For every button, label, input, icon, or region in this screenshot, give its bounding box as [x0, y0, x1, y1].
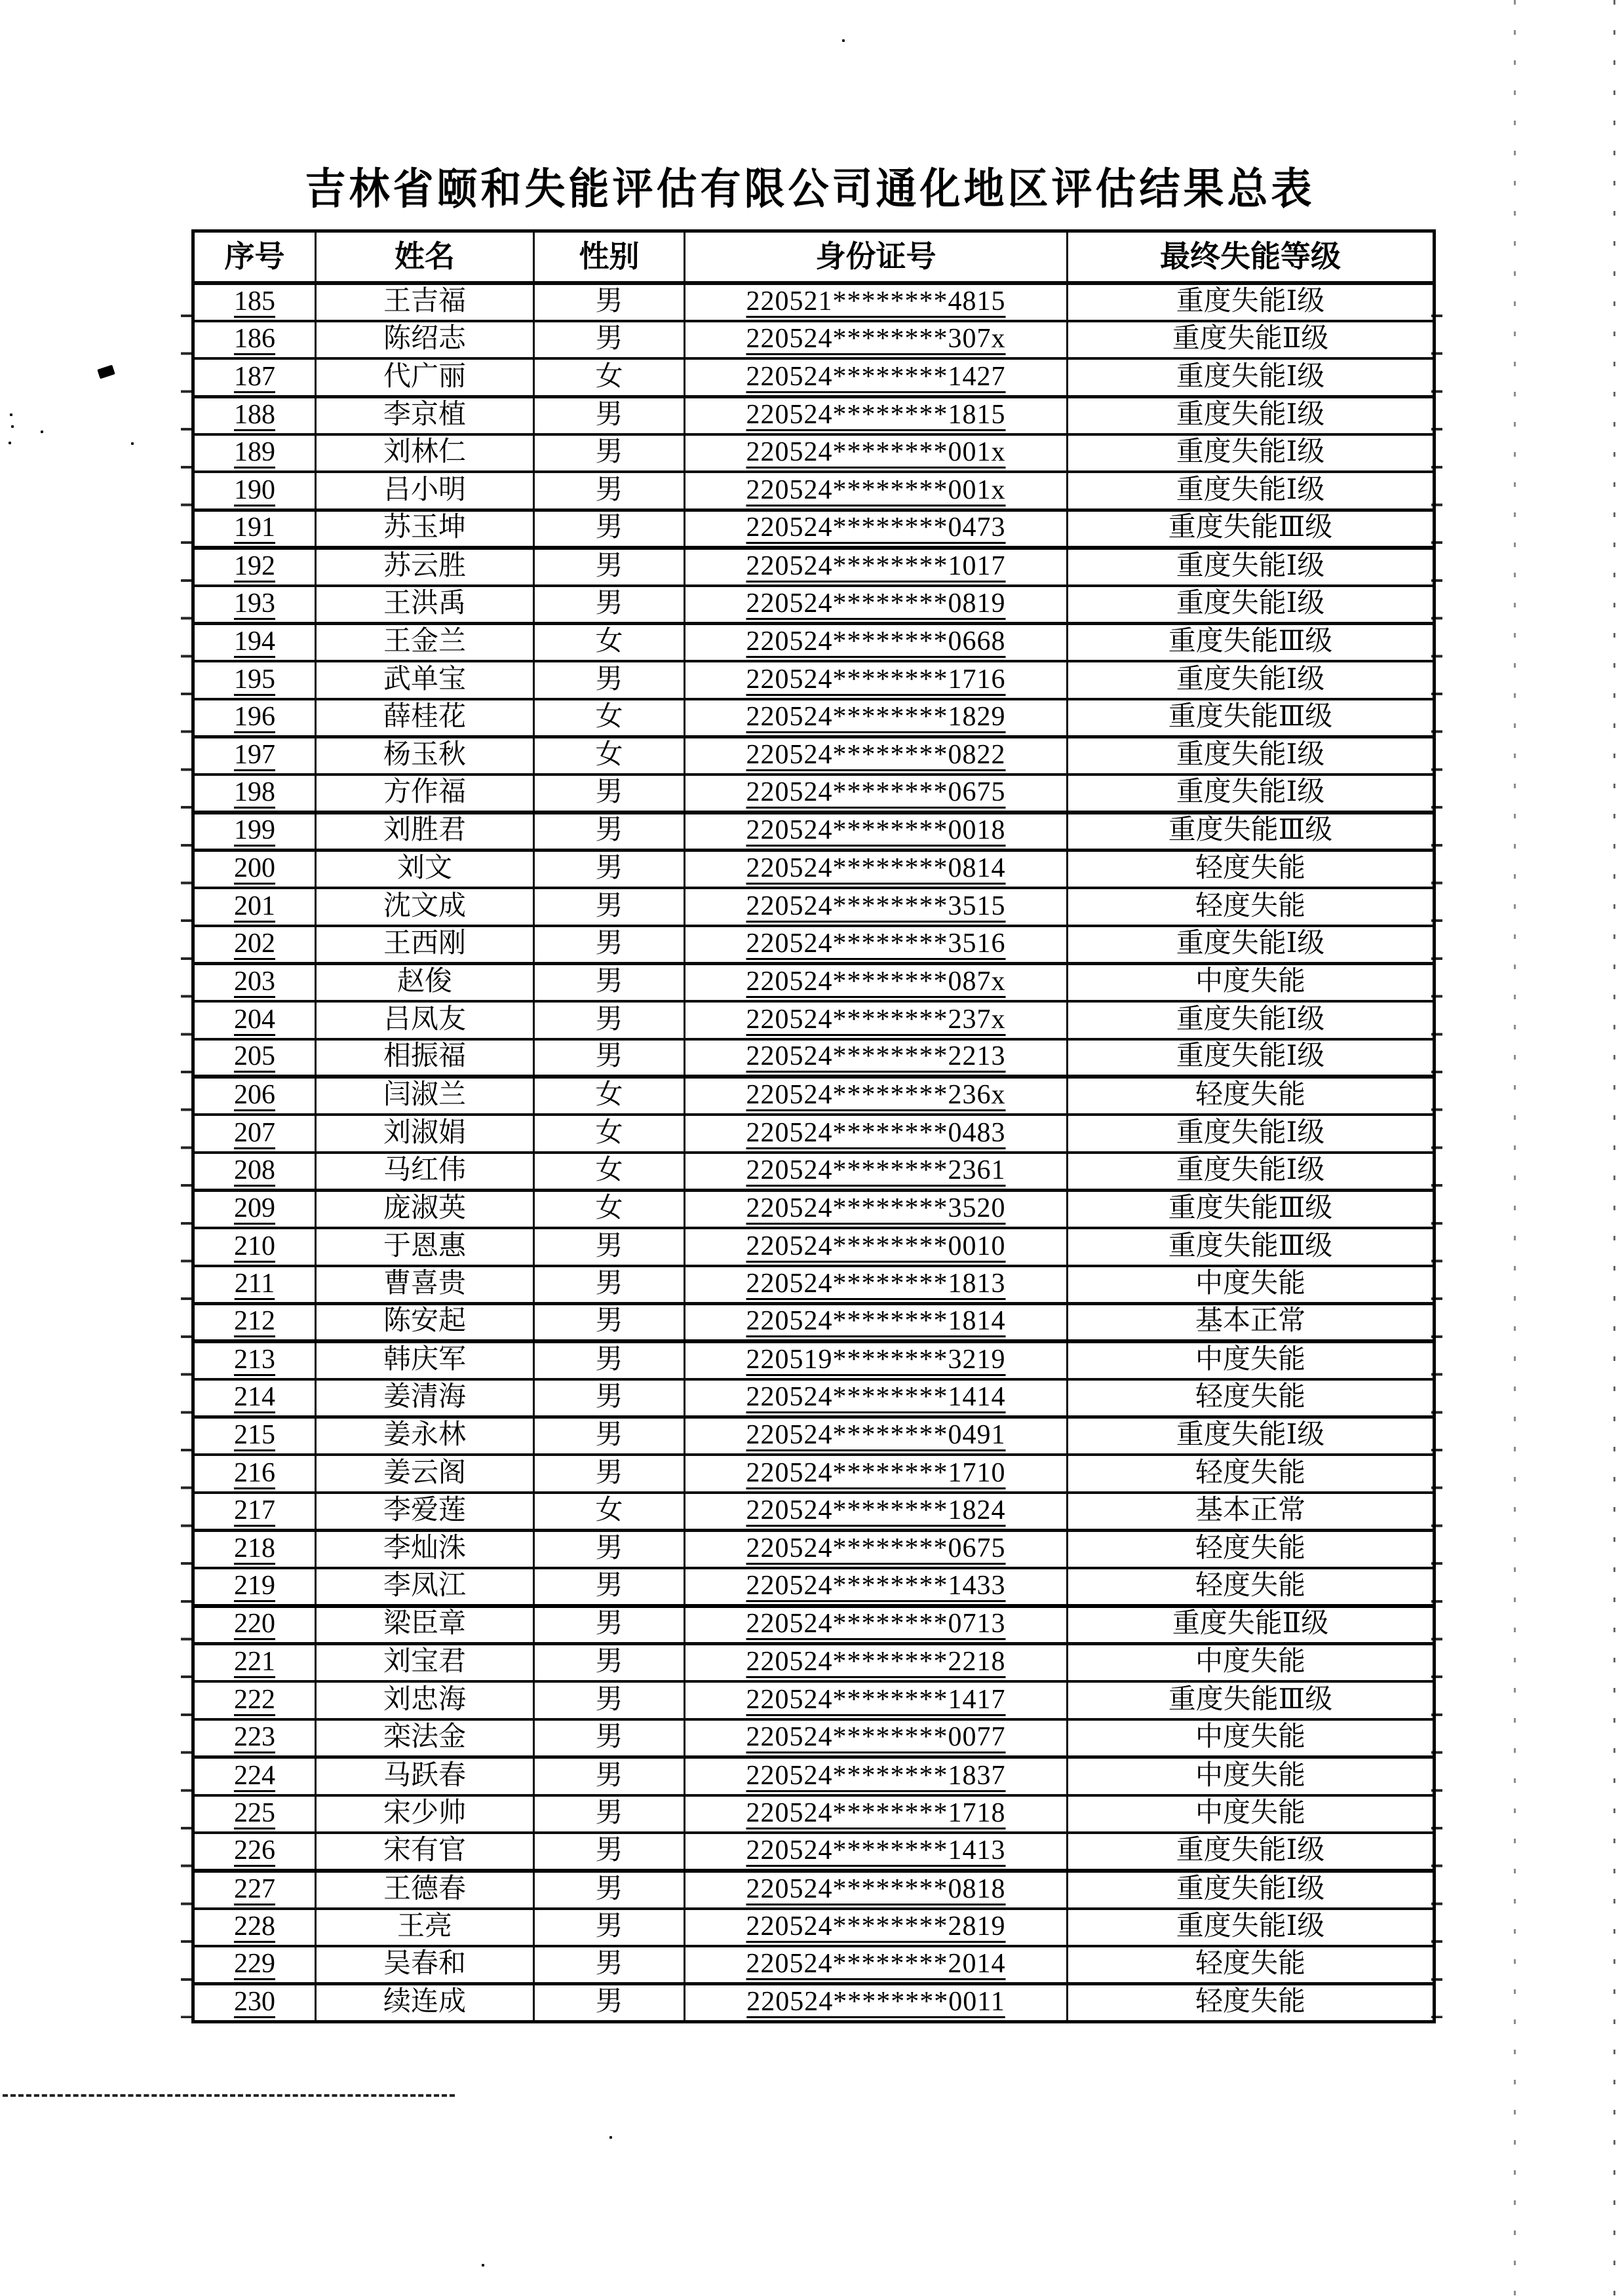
cell-serial-number: 205	[193, 1039, 316, 1077]
cell-disability-level: 重度失能Ⅱ级	[1068, 321, 1435, 359]
cell-serial-number: 214	[193, 1379, 316, 1417]
cell-serial-number: 186	[193, 321, 316, 359]
cell-serial-number: 187	[193, 358, 316, 396]
cell-disability-level: 重度失能Ⅰ级	[1068, 661, 1435, 699]
cell-gender: 男	[534, 1228, 685, 1266]
cell-gender: 女	[534, 1077, 685, 1115]
table-row	[193, 888, 1435, 926]
cell-disability-level: 重度失能Ⅲ级	[1068, 623, 1435, 661]
cell-gender: 男	[534, 775, 685, 813]
cell-id-number: 220524********1837	[685, 1757, 1068, 1795]
cell-serial-number: 189	[193, 434, 316, 472]
scan-artifact-row-ticks-left	[181, 315, 192, 2018]
table-row	[193, 321, 1435, 359]
header-id-number: 身份证号	[685, 231, 1068, 284]
cell-serial-number: 220	[193, 1606, 316, 1644]
scan-artifact-speck	[10, 413, 12, 416]
scan-artifact-row-ticks-right	[1431, 315, 1442, 2018]
cell-id-number: 220519********3219	[685, 1341, 1068, 1379]
cell-name: 王金兰	[316, 623, 534, 661]
cell-disability-level: 重度失能Ⅰ级	[1068, 737, 1435, 775]
cell-serial-number: 215	[193, 1417, 316, 1455]
cell-disability-level: 重度失能Ⅰ级	[1068, 1833, 1435, 1871]
page-title: 吉林省颐和失能评估有限公司通化地区评估结果总表	[305, 166, 1315, 214]
table-row	[193, 813, 1435, 851]
cell-disability-level: 基本正常	[1068, 1304, 1435, 1342]
table-row	[193, 1266, 1435, 1304]
table-row	[193, 1077, 1435, 1115]
cell-name: 姜永林	[316, 1417, 534, 1455]
table-row	[193, 623, 1435, 661]
cell-disability-level: 重度失能Ⅲ级	[1068, 1681, 1435, 1719]
cell-gender: 男	[534, 321, 685, 359]
cell-gender: 女	[534, 699, 685, 737]
cell-id-number: 220524********236x	[685, 1077, 1068, 1115]
cell-disability-level: 重度失能Ⅰ级	[1068, 1417, 1435, 1455]
cell-id-number: 220524********1829	[685, 699, 1068, 737]
cell-disability-level: 轻度失能	[1068, 1946, 1435, 1984]
cell-serial-number: 199	[193, 813, 316, 851]
cell-name: 杨玉秋	[316, 737, 534, 775]
table-row	[193, 1341, 1435, 1379]
scan-artifact-speck	[609, 2136, 612, 2139]
cell-gender: 男	[534, 396, 685, 434]
scan-artifact-speck	[131, 442, 134, 445]
cell-name: 于恩惠	[316, 1228, 534, 1266]
cell-id-number: 220524********2361	[685, 1153, 1068, 1191]
header-serial-number: 序号	[193, 231, 316, 284]
cell-disability-level: 轻度失能	[1068, 1077, 1435, 1115]
cell-gender: 女	[534, 358, 685, 396]
cell-id-number: 220524********1427	[685, 358, 1068, 396]
cell-gender: 男	[534, 1568, 685, 1606]
table-row	[193, 775, 1435, 813]
cell-serial-number: 225	[193, 1795, 316, 1833]
cell-serial-number: 209	[193, 1191, 316, 1229]
table-row	[193, 1531, 1435, 1569]
cell-name: 武单宝	[316, 661, 534, 699]
cell-serial-number: 221	[193, 1644, 316, 1682]
cell-gender: 男	[534, 1379, 685, 1417]
table-row	[193, 737, 1435, 775]
cell-serial-number: 226	[193, 1833, 316, 1871]
cell-disability-level: 中度失能	[1068, 1719, 1435, 1757]
cell-serial-number: 190	[193, 472, 316, 510]
cell-name: 刘淑娟	[316, 1115, 534, 1153]
cell-name: 刘林仁	[316, 434, 534, 472]
table-row	[193, 1379, 1435, 1417]
cell-name: 马跃春	[316, 1757, 534, 1795]
table-row	[193, 1228, 1435, 1266]
cell-id-number: 220524********1017	[685, 548, 1068, 586]
cell-gender: 男	[534, 850, 685, 888]
cell-name: 赵俊	[316, 963, 534, 1001]
cell-disability-level: 中度失能	[1068, 1795, 1435, 1833]
cell-disability-level: 中度失能	[1068, 963, 1435, 1001]
cell-serial-number: 194	[193, 623, 316, 661]
cell-name: 苏玉坤	[316, 510, 534, 548]
cell-id-number: 220524********3515	[685, 888, 1068, 926]
table-row	[193, 661, 1435, 699]
scan-artifact-speck	[482, 2264, 484, 2267]
cell-name: 吴春和	[316, 1946, 534, 1984]
cell-serial-number: 211	[193, 1266, 316, 1304]
cell-gender: 男	[534, 1606, 685, 1644]
table-row	[193, 1304, 1435, 1342]
cell-id-number: 220524********1433	[685, 1568, 1068, 1606]
cell-id-number: 220524********0018	[685, 813, 1068, 851]
table-row	[193, 358, 1435, 396]
table-row	[193, 283, 1435, 321]
cell-gender: 女	[534, 1493, 685, 1531]
cell-name: 王吉福	[316, 283, 534, 321]
table-row	[193, 699, 1435, 737]
cell-gender: 男	[534, 1455, 685, 1493]
cell-id-number: 220524********0819	[685, 586, 1068, 624]
cell-id-number: 220524********2819	[685, 1909, 1068, 1947]
cell-disability-level: 轻度失能	[1068, 1531, 1435, 1569]
cell-name: 姜清海	[316, 1379, 534, 1417]
cell-id-number: 220524********2213	[685, 1039, 1068, 1077]
cell-id-number: 220524********237x	[685, 1001, 1068, 1039]
table-row	[193, 1833, 1435, 1871]
cell-gender: 男	[534, 1871, 685, 1909]
table-row	[193, 1417, 1435, 1455]
cell-name: 栾法金	[316, 1719, 534, 1757]
cell-serial-number: 222	[193, 1681, 316, 1719]
table-row	[193, 1606, 1435, 1644]
cell-gender: 男	[534, 586, 685, 624]
cell-gender: 男	[534, 1909, 685, 1947]
cell-name: 宋有官	[316, 1833, 534, 1871]
cell-serial-number: 206	[193, 1077, 316, 1115]
cell-name: 王西刚	[316, 926, 534, 964]
cell-serial-number: 203	[193, 963, 316, 1001]
table-row	[193, 434, 1435, 472]
scan-artifact-speck	[41, 430, 43, 433]
cell-gender: 男	[534, 1001, 685, 1039]
cell-serial-number: 230	[193, 1984, 316, 2022]
cell-name: 庞淑英	[316, 1191, 534, 1229]
cell-disability-level: 轻度失能	[1068, 850, 1435, 888]
cell-id-number: 220524********0713	[685, 1606, 1068, 1644]
cell-disability-level: 轻度失能	[1068, 888, 1435, 926]
cell-gender: 男	[534, 1681, 685, 1719]
cell-id-number: 220524********0473	[685, 510, 1068, 548]
cell-disability-level: 中度失能	[1068, 1341, 1435, 1379]
table-row	[193, 1946, 1435, 1984]
cell-disability-level: 重度失能Ⅱ级	[1068, 1606, 1435, 1644]
table-row	[193, 548, 1435, 586]
cell-gender: 男	[534, 1644, 685, 1682]
cell-id-number: 220524********1417	[685, 1681, 1068, 1719]
cell-id-number: 220524********0668	[685, 623, 1068, 661]
cell-id-number: 220524********0077	[685, 1719, 1068, 1757]
cell-gender: 男	[534, 434, 685, 472]
cell-gender: 男	[534, 510, 685, 548]
table-row	[193, 850, 1435, 888]
scan-artifact-speck	[9, 442, 11, 444]
cell-serial-number: 223	[193, 1719, 316, 1757]
cell-name: 刘忠海	[316, 1681, 534, 1719]
cell-id-number: 220524********001x	[685, 434, 1068, 472]
cell-gender: 女	[534, 1191, 685, 1229]
cell-serial-number: 204	[193, 1001, 316, 1039]
cell-serial-number: 185	[193, 283, 316, 321]
cell-name: 李凤江	[316, 1568, 534, 1606]
cell-name: 吕凤友	[316, 1001, 534, 1039]
cell-gender: 男	[534, 888, 685, 926]
cell-name: 刘文	[316, 850, 534, 888]
cell-serial-number: 208	[193, 1153, 316, 1191]
cell-disability-level: 重度失能Ⅰ级	[1068, 548, 1435, 586]
cell-gender: 男	[534, 963, 685, 1001]
cell-id-number: 220524********0010	[685, 1228, 1068, 1266]
table-row	[193, 472, 1435, 510]
cell-serial-number: 212	[193, 1304, 316, 1342]
table-row	[193, 1681, 1435, 1719]
cell-name: 曹喜贵	[316, 1266, 534, 1304]
cell-serial-number: 224	[193, 1757, 316, 1795]
cell-disability-level: 重度失能Ⅲ级	[1068, 510, 1435, 548]
cell-gender: 男	[534, 1039, 685, 1077]
cell-name: 陈安起	[316, 1304, 534, 1342]
cell-serial-number: 217	[193, 1493, 316, 1531]
cell-gender: 女	[534, 737, 685, 775]
cell-serial-number: 218	[193, 1531, 316, 1569]
cell-id-number: 220524********3520	[685, 1191, 1068, 1229]
cell-serial-number: 200	[193, 850, 316, 888]
table-row	[193, 1001, 1435, 1039]
cell-gender: 男	[534, 1417, 685, 1455]
cell-gender: 男	[534, 1946, 685, 1984]
cell-serial-number: 229	[193, 1946, 316, 1984]
table-row	[193, 1644, 1435, 1682]
cell-id-number: 220524********307x	[685, 321, 1068, 359]
cell-name: 马红伟	[316, 1153, 534, 1191]
cell-name: 王德春	[316, 1871, 534, 1909]
cell-name: 刘胜君	[316, 813, 534, 851]
header-gender: 性别	[534, 231, 685, 284]
cell-disability-level: 重度失能Ⅰ级	[1068, 1039, 1435, 1077]
cell-name: 代广丽	[316, 358, 534, 396]
cell-id-number: 220524********0675	[685, 775, 1068, 813]
table-row	[193, 1191, 1435, 1229]
cell-serial-number: 219	[193, 1568, 316, 1606]
cell-disability-level: 重度失能Ⅰ级	[1068, 396, 1435, 434]
table-row	[193, 1455, 1435, 1493]
cell-id-number: 220524********0818	[685, 1871, 1068, 1909]
cell-disability-level: 重度失能Ⅰ级	[1068, 283, 1435, 321]
cell-id-number: 220524********1718	[685, 1795, 1068, 1833]
cell-id-number: 220524********0011	[685, 1984, 1068, 2022]
cell-serial-number: 227	[193, 1871, 316, 1909]
table-row	[193, 510, 1435, 548]
cell-gender: 女	[534, 1153, 685, 1191]
cell-serial-number: 201	[193, 888, 316, 926]
table-row	[193, 963, 1435, 1001]
cell-disability-level: 重度失能Ⅰ级	[1068, 926, 1435, 964]
cell-serial-number: 192	[193, 548, 316, 586]
cell-name: 沈文成	[316, 888, 534, 926]
table-row	[193, 1909, 1435, 1947]
cell-name: 陈绍志	[316, 321, 534, 359]
cell-id-number: 220524********087x	[685, 963, 1068, 1001]
cell-gender: 男	[534, 1341, 685, 1379]
table-row	[193, 1568, 1435, 1606]
cell-gender: 男	[534, 661, 685, 699]
cell-serial-number: 193	[193, 586, 316, 624]
cell-disability-level: 重度失能Ⅰ级	[1068, 1909, 1435, 1947]
cell-disability-level: 重度失能Ⅰ级	[1068, 1871, 1435, 1909]
cell-gender: 男	[534, 1984, 685, 2022]
scan-artifact-ink-blob	[97, 365, 115, 379]
cell-disability-level: 中度失能	[1068, 1757, 1435, 1795]
cell-name: 王洪禹	[316, 586, 534, 624]
scan-artifact-speck	[11, 425, 14, 428]
cell-id-number: 220524********1813	[685, 1266, 1068, 1304]
cell-serial-number: 207	[193, 1115, 316, 1153]
cell-name: 续连成	[316, 1984, 534, 2022]
cell-gender: 男	[534, 1757, 685, 1795]
cell-gender: 男	[534, 283, 685, 321]
cell-name: 梁臣章	[316, 1606, 534, 1644]
cell-id-number: 220524********0822	[685, 737, 1068, 775]
scan-artifact-dashed-line	[3, 2094, 455, 2097]
cell-disability-level: 重度失能Ⅰ级	[1068, 1001, 1435, 1039]
cell-disability-level: 重度失能Ⅰ级	[1068, 472, 1435, 510]
cell-disability-level: 重度失能Ⅲ级	[1068, 813, 1435, 851]
table-row	[193, 1039, 1435, 1077]
cell-name: 王亮	[316, 1909, 534, 1947]
table-row	[193, 1115, 1435, 1153]
cell-disability-level: 基本正常	[1068, 1493, 1435, 1531]
scan-artifact-edge-streak	[1613, 0, 1615, 2296]
cell-name: 宋少帅	[316, 1795, 534, 1833]
cell-disability-level: 重度失能Ⅰ级	[1068, 775, 1435, 813]
cell-serial-number: 202	[193, 926, 316, 964]
cell-disability-level: 重度失能Ⅲ级	[1068, 1228, 1435, 1266]
cell-disability-level: 重度失能Ⅰ级	[1068, 1153, 1435, 1191]
cell-id-number: 220524********0491	[685, 1417, 1068, 1455]
table-row	[193, 1757, 1435, 1795]
cell-id-number: 220521********4815	[685, 283, 1068, 321]
cell-id-number: 220524********0483	[685, 1115, 1068, 1153]
cell-gender: 男	[534, 1266, 685, 1304]
cell-disability-level: 重度失能Ⅰ级	[1068, 586, 1435, 624]
cell-serial-number: 197	[193, 737, 316, 775]
cell-name: 李爱莲	[316, 1493, 534, 1531]
cell-id-number: 220524********2014	[685, 1946, 1068, 1984]
cell-disability-level: 中度失能	[1068, 1644, 1435, 1682]
cell-gender: 男	[534, 1719, 685, 1757]
cell-name: 苏云胜	[316, 548, 534, 586]
cell-name: 李灿洙	[316, 1531, 534, 1569]
scan-artifact-vertical-streak	[1514, 0, 1516, 2296]
table-row	[193, 586, 1435, 624]
assessment-results-table	[191, 229, 1436, 2023]
table-row	[193, 1719, 1435, 1757]
cell-serial-number: 210	[193, 1228, 316, 1266]
cell-gender: 男	[534, 548, 685, 586]
table-row	[193, 1984, 1435, 2022]
table-row	[193, 1871, 1435, 1909]
cell-disability-level: 轻度失能	[1068, 1568, 1435, 1606]
header-name: 姓名	[316, 231, 534, 284]
cell-serial-number: 188	[193, 396, 316, 434]
cell-serial-number: 191	[193, 510, 316, 548]
cell-id-number: 220524********1710	[685, 1455, 1068, 1493]
cell-id-number: 220524********1413	[685, 1833, 1068, 1871]
cell-id-number: 220524********1824	[685, 1493, 1068, 1531]
cell-gender: 女	[534, 623, 685, 661]
cell-gender: 男	[534, 1531, 685, 1569]
cell-id-number: 220524********001x	[685, 472, 1068, 510]
cell-id-number: 220524********0675	[685, 1531, 1068, 1569]
cell-disability-level: 轻度失能	[1068, 1455, 1435, 1493]
cell-serial-number: 228	[193, 1909, 316, 1947]
table-row	[193, 926, 1435, 964]
cell-gender: 男	[534, 1795, 685, 1833]
table-body	[193, 283, 1435, 2022]
cell-id-number: 220524********1814	[685, 1304, 1068, 1342]
cell-gender: 男	[534, 1833, 685, 1871]
table-row	[193, 396, 1435, 434]
cell-gender: 男	[534, 926, 685, 964]
cell-disability-level: 中度失能	[1068, 1266, 1435, 1304]
cell-id-number: 220524********1815	[685, 396, 1068, 434]
cell-name: 吕小明	[316, 472, 534, 510]
cell-name: 刘宝君	[316, 1644, 534, 1682]
cell-name: 李京植	[316, 396, 534, 434]
cell-serial-number: 195	[193, 661, 316, 699]
table-header-row	[193, 231, 1435, 284]
cell-gender: 男	[534, 1304, 685, 1342]
cell-gender: 女	[534, 1115, 685, 1153]
cell-disability-level: 轻度失能	[1068, 1984, 1435, 2022]
header-disability-level: 最终失能等级	[1068, 231, 1435, 284]
scan-artifact-speck	[842, 39, 845, 42]
cell-disability-level: 重度失能Ⅰ级	[1068, 434, 1435, 472]
cell-name: 韩庆军	[316, 1341, 534, 1379]
cell-gender: 男	[534, 472, 685, 510]
table-row	[193, 1493, 1435, 1531]
table-row	[193, 1795, 1435, 1833]
cell-id-number: 220524********0814	[685, 850, 1068, 888]
cell-disability-level: 轻度失能	[1068, 1379, 1435, 1417]
cell-id-number: 220524********3516	[685, 926, 1068, 964]
cell-name: 相振福	[316, 1039, 534, 1077]
cell-disability-level: 重度失能Ⅰ级	[1068, 358, 1435, 396]
cell-gender: 男	[534, 813, 685, 851]
cell-name: 薛桂花	[316, 699, 534, 737]
cell-id-number: 220524********1414	[685, 1379, 1068, 1417]
cell-id-number: 220524********2218	[685, 1644, 1068, 1682]
table-row	[193, 1153, 1435, 1191]
cell-name: 闫淑兰	[316, 1077, 534, 1115]
cell-disability-level: 重度失能Ⅲ级	[1068, 1191, 1435, 1229]
cell-serial-number: 198	[193, 775, 316, 813]
cell-name: 方作福	[316, 775, 534, 813]
cell-id-number: 220524********1716	[685, 661, 1068, 699]
cell-serial-number: 213	[193, 1341, 316, 1379]
cell-serial-number: 196	[193, 699, 316, 737]
cell-name: 姜云阁	[316, 1455, 534, 1493]
cell-disability-level: 重度失能Ⅲ级	[1068, 699, 1435, 737]
cell-serial-number: 216	[193, 1455, 316, 1493]
cell-disability-level: 重度失能Ⅰ级	[1068, 1115, 1435, 1153]
